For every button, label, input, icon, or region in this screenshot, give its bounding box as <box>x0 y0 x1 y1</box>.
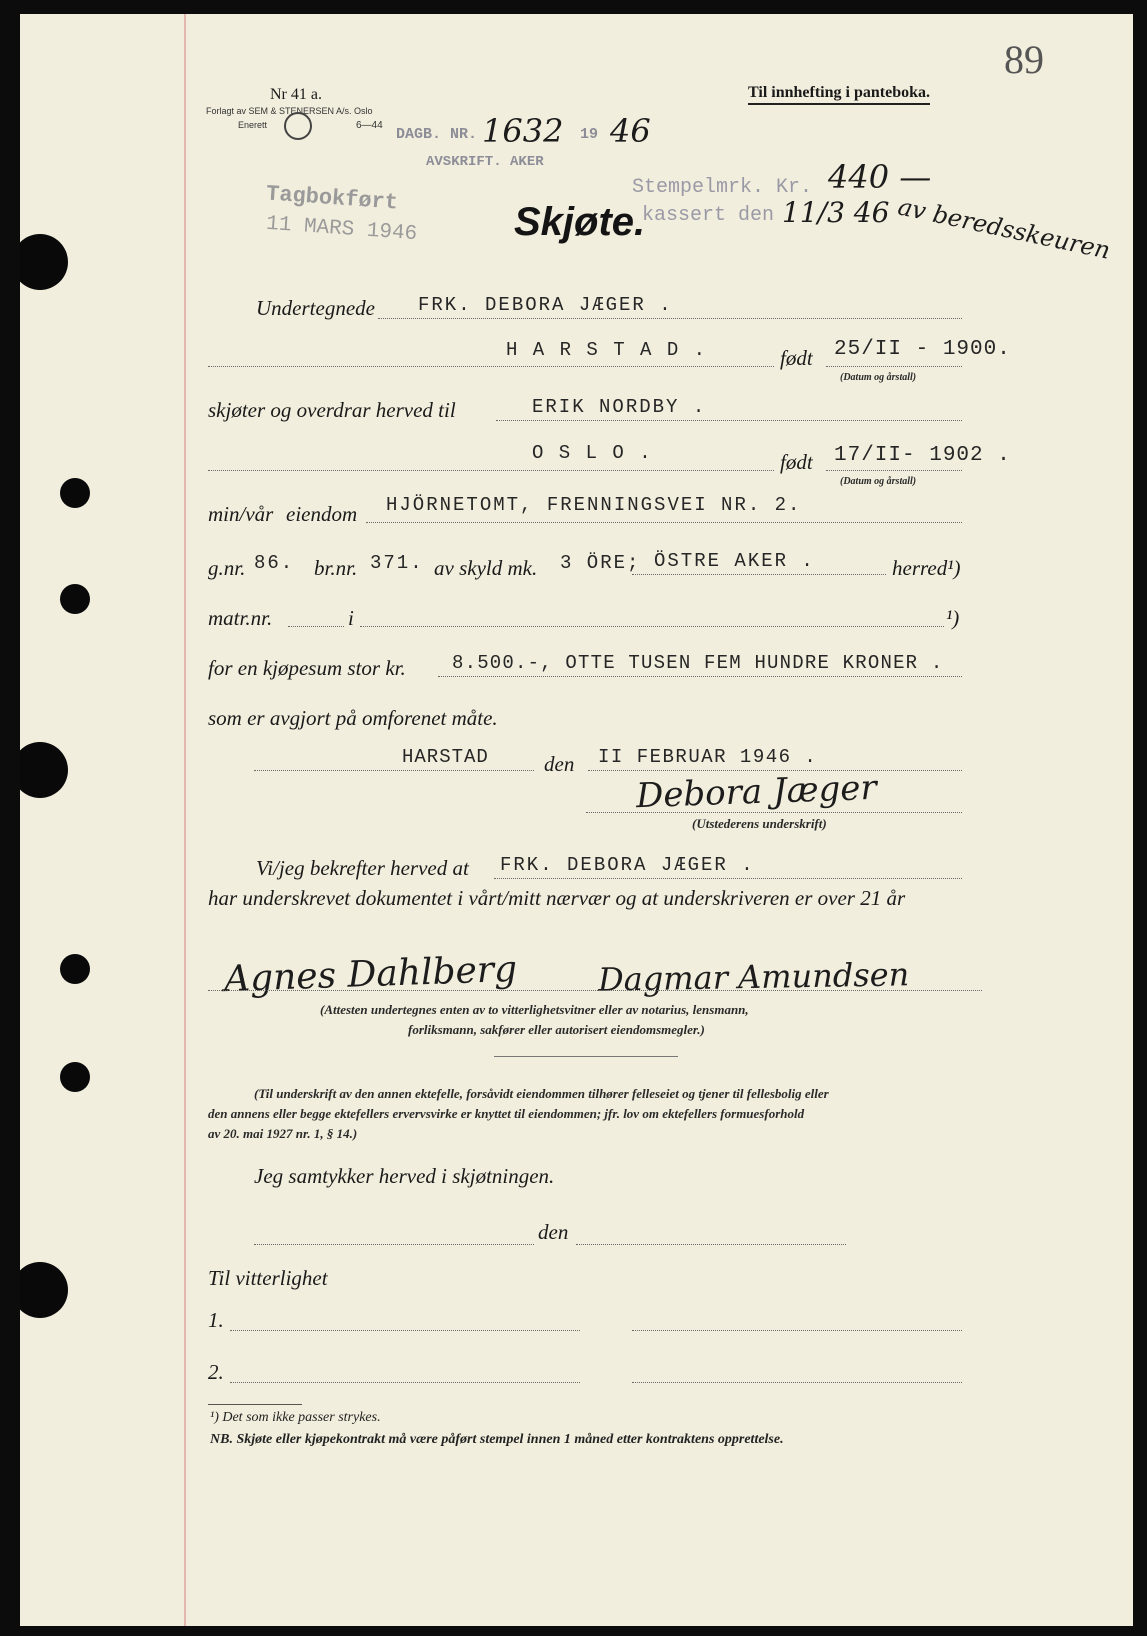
buyer-place: O S L O . <box>532 442 653 464</box>
seller-born: 25/II - 1900. <box>834 338 1011 361</box>
binder-hole <box>20 742 68 798</box>
kjopesum-line <box>438 676 962 677</box>
skjoter-label: skjøter og overdrar herved til <box>208 398 456 422</box>
publisher-enerett: Enerett <box>238 120 268 130</box>
skyld-label: av skyld mk. <box>434 556 538 580</box>
witnesses-label: Til vitterlighet <box>208 1266 328 1290</box>
buyer-datum-hint: (Datum og årstall) <box>840 476 917 487</box>
dagb-year-prefix: 19 <box>580 126 599 143</box>
buyer-born-line <box>826 470 962 471</box>
binder-hole <box>60 584 90 614</box>
seller-signature: Debora Jæger <box>635 767 878 817</box>
buyer-born: 17/II- 1902 . <box>834 444 1011 467</box>
witness-1-line-b <box>632 1330 962 1331</box>
witness-2-line-a <box>230 1382 580 1383</box>
utsteder-hint: (Utstederens underskrift) <box>692 816 827 831</box>
form-number: Nr 41 a. <box>270 86 322 103</box>
sted-line <box>254 770 534 771</box>
dato: II FEBRUAR 1946 . <box>598 746 818 768</box>
witness-1-number: 1. <box>208 1308 224 1332</box>
consent-line-2 <box>576 1244 846 1245</box>
consent-den-label: den <box>538 1220 569 1244</box>
spouse-note-1: (Til underskrift av den annen ektefelle, forsåvidt eiendommen tilhører felleseiet og tjener til fellesbolig eller <box>254 1086 829 1101</box>
matr-note: ¹) <box>946 606 960 630</box>
seller-fodt-label: født <box>780 346 813 370</box>
seller-place-line <box>208 366 774 367</box>
kassert-note: av beredsskeuren <box>895 192 1113 265</box>
office-stamp: AVSKRIFT. AKER <box>426 154 544 170</box>
witness-1-line-a <box>230 1330 580 1331</box>
binder-hole <box>60 954 90 984</box>
consent-line-1 <box>254 1244 534 1245</box>
herred-label: herred¹) <box>892 556 961 580</box>
attest-name-line <box>494 878 962 879</box>
footnote-divider <box>208 1404 302 1405</box>
attest-prefix: Vi/jeg bekrefter herved at <box>256 856 469 880</box>
attest-line2: har underskrevet dokumentet i vårt/mitt nærvær og at underskriveren er over 21 år <box>208 886 906 910</box>
seller-datum-hint: (Datum og årstall) <box>840 372 917 383</box>
witness-signature-2: Dagmar Amundsen <box>597 955 910 999</box>
witness-2-number: 2. <box>208 1360 224 1384</box>
gnr-value: 86. <box>254 552 295 574</box>
dagb-stamp: DAGB. NR. <box>396 126 478 143</box>
footnote-nb: NB. Skjøte eller kjøpekontrakt må være påført stempel innen 1 måned etter kontraktens opprettelse. <box>210 1432 784 1447</box>
spouse-note-2: den annens eller begge ektefellers ervervsvirke er knyttet til eiendommen; jfr. lov om ektefellers formuesforhold <box>208 1106 805 1121</box>
publisher-line: Forlagt av SEM & STENERSEN A/s. Oslo <box>206 106 373 116</box>
binder-hole <box>20 1262 68 1318</box>
matr-line-1 <box>288 626 344 627</box>
binder-hole <box>60 1062 90 1092</box>
undertegnede-label: Undertegnede <box>256 296 375 320</box>
dagb-year: 46 <box>610 112 651 150</box>
dagb-number: 1632 <box>482 112 564 150</box>
witness-2-line-b <box>632 1382 962 1383</box>
herred-name: ÖSTRE AKER . <box>654 550 815 572</box>
spouse-note-3: av 20. mai 1927 nr. 1, § 14.) <box>208 1126 358 1141</box>
herred-line <box>632 574 886 575</box>
eiendom-suffix: eiendom <box>286 502 358 526</box>
avgjort-text: som er avgjort på omforenet måte. <box>208 706 498 730</box>
seller-born-line <box>826 366 962 367</box>
eiendom-prefix: min/vår <box>208 502 274 526</box>
brnr-value: 371. <box>370 552 424 574</box>
binder-hole <box>60 478 90 508</box>
signature-line <box>586 812 962 813</box>
buyer-name-line <box>496 420 962 421</box>
stempelmerke-amount: 440 — <box>828 158 932 196</box>
tagbokfort-date: 11 MARS 1946 <box>265 212 418 247</box>
gnr-label: g.nr. <box>208 556 246 580</box>
document-page <box>20 14 1133 1626</box>
attest-name: FRK. DEBORA JÆGER . <box>500 854 755 876</box>
kjopesum-value: 8.500.-, OTTE TUSEN FEM HUNDRE KRONER . <box>452 652 944 674</box>
skyld-value: 3 ÖRE; <box>560 552 641 574</box>
tagbokfort-stamp: Tagbokført <box>265 181 399 216</box>
kassert-date: 11/3 46 <box>782 196 890 229</box>
kassert-label: kassert den <box>642 204 775 227</box>
seller-name: FRK. DEBORA JÆGER . <box>418 294 673 316</box>
page-number: 89 <box>1004 37 1044 82</box>
footnote-1: ¹) Det som ikke passer strykes. <box>210 1410 381 1425</box>
consent-text: Jeg samtykker herved i skjøtningen. <box>254 1164 555 1188</box>
stempelmerke-label: Stempelmrk. Kr. <box>632 176 813 199</box>
document-title: Skjøte. <box>514 200 646 244</box>
binder-hole <box>20 234 68 290</box>
publisher-logo <box>284 112 312 140</box>
witness-signature-1: Agnes Dahlberg <box>223 948 518 1001</box>
matr-line-2 <box>360 626 944 627</box>
buyer-name: ERIK NORDBY . <box>532 396 707 418</box>
witness-line <box>208 990 982 991</box>
matr-i: i <box>348 606 354 630</box>
margin-rule <box>184 14 186 1626</box>
seller-name-line <box>378 318 962 319</box>
section-divider <box>494 1056 678 1057</box>
property-line <box>366 522 962 523</box>
seller-place: H A R S T A D . <box>506 339 708 361</box>
brnr-label: br.nr. <box>314 556 358 580</box>
sted: HARSTAD <box>402 746 489 768</box>
binding-note: Til innhefting i panteboka. <box>748 84 930 105</box>
matr-label: matr.nr. <box>208 606 273 630</box>
buyer-place-line <box>208 470 774 471</box>
kjopesum-label: for en kjøpesum stor kr. <box>208 656 406 680</box>
attest-note-1: (Attesten undertegnes enten av to vitterlighetsvitner eller av notarius, lensmann, <box>320 1002 749 1017</box>
dato-den-label: den <box>544 752 575 776</box>
buyer-fodt-label: født <box>780 450 813 474</box>
form-edition: 6—44 <box>356 120 383 131</box>
property-description: HJÖRNETOMT, FRENNINGSVEI NR. 2. <box>386 494 802 516</box>
attest-note-2: forliksmann, sakfører eller autorisert eiendomsmegler.) <box>408 1022 705 1037</box>
